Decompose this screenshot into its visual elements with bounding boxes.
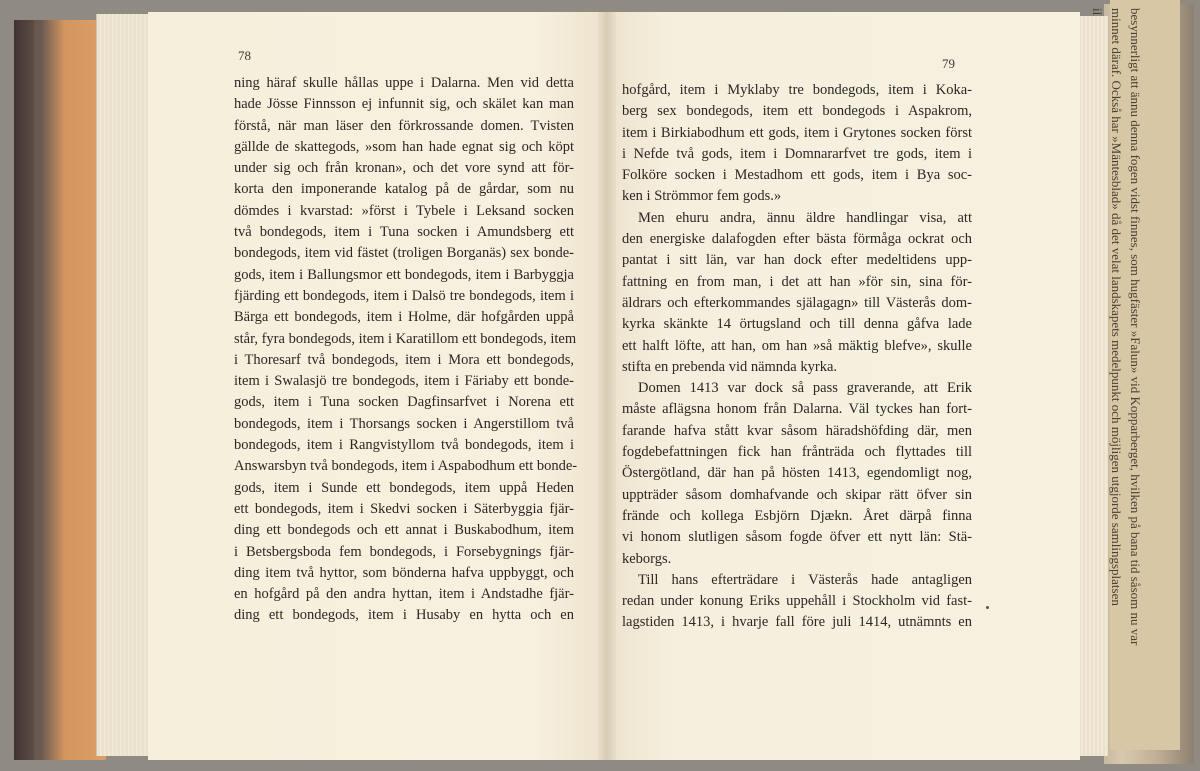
text-line: Bärga ett bondegods, item i Holme, där hofgården uppå — [234, 309, 574, 326]
text-line: Domen 1413 var dock så pass graverande, att Erik — [638, 380, 972, 397]
text-line: ett halft löfte, att han, om han »så mäktig blefve», skulle — [622, 337, 972, 354]
text-line: berg sex bondegods, item ett bondegods i Aspakrom, — [622, 103, 972, 120]
text-line: fjärding ett bondegods, item i Dalsö tre bondegods, item i — [234, 287, 574, 304]
text-line: måste aflägsna honom från Dalarna. Väl tyckes han fort- — [622, 401, 972, 418]
text-line: redan under konung Eriks uppehåll i Stockholm vid fast- — [622, 593, 972, 610]
text-line: bondegods, item vid fästet (troligen Borganäs) sex bonde- — [234, 245, 574, 262]
text-line: står, fyra bondegods, item i Karatillom ett bondegods, item — [234, 330, 577, 347]
page-edges-right — [1078, 16, 1108, 756]
text-line: i Thoresarf två bondegods, item i Mora ett bondegods, — [234, 351, 574, 368]
text-line: Answarsbyn två bondegods, item i Aspabodhum ett bonde- — [234, 458, 578, 475]
text-line: gällde de skattegods, »som han hade egnat sig och köpt — [234, 138, 574, 155]
text-line: fogdebefattningen fick han frånträda och flyttades till — [622, 444, 972, 461]
text-line: farande hafva stått kvar såsom häradshöfding där, men — [622, 422, 972, 439]
text-line: gods, item i Sunde ett bondegods, item uppå Heden — [234, 479, 574, 496]
insert-line: besynnerligt att ännu denna fogen vidst finnes, som hugfäster »Falun» vid Kopparberget, hvilken på bana tid såsom nu var — [1128, 8, 1143, 646]
text-line: item i Birkiabodhum ett gods, item i Grytones socken först — [622, 124, 972, 141]
text-line: fattning en from man, i det att han »för sin, sina för- — [622, 273, 972, 290]
text-line: hade Jösse Finnsson ej infunnit sig, och skälet kan man — [234, 96, 574, 113]
text-line: item i Swalasjö tre bondegods, item i Färiaby ett bonde- — [234, 373, 574, 390]
book-spine-leather — [14, 20, 34, 760]
text-line: ken i Strömmor fem gods.» — [622, 188, 782, 205]
right-page-text — [622, 80, 972, 634]
left-page-text — [234, 73, 578, 627]
text-line: korta den imponerande katalog på de gårdar, som nu — [234, 181, 574, 198]
text-line: kyrka skänkte 14 örtugsland och till denna gåfva lade — [622, 316, 972, 333]
text-line: Men ehuru andra, ännu äldre handlingar visa, att — [638, 209, 972, 226]
text-line: äldrars och efterkommandes själagagn» till Västerås dom- — [622, 294, 972, 311]
text-line: ning häraf skulle hållas uppe i Dalarna. Men vid detta — [234, 75, 574, 91]
text-line: Till hans efterträdare i Västerås hade antagligen — [638, 571, 972, 588]
book-gutter — [598, 12, 616, 760]
text-line: lagstiden 1413, i hvarje fall före juli 1414, utnämnts en — [622, 614, 972, 631]
text-line: ding ett bondegods och ett annat i Buskabodhum, item — [234, 522, 574, 539]
text-line: förstå, när man läser den förkrossande domen. Tvisten — [234, 117, 574, 134]
text-line: dömdes i kvarstad: »först i Tybele i Leksand socken — [234, 202, 574, 219]
text-line: hofgård, item i Myklaby tre bondegods, item i Koka- — [622, 82, 972, 98]
text-line: frände och kollega Esbjörn Djækn. Året därpå finna — [622, 507, 972, 524]
text-line: i Nefde två gods, item i Domnararfvet tre gods, item i — [622, 145, 972, 162]
text-line: ding ett bondegods, item i Husaby en hytta och en — [234, 607, 574, 624]
text-line: en hofgård på den andra hyttan, item i Andstadhe fjär- — [234, 586, 574, 603]
text-line: två bondegods, item i Tuna socken i Amundsberg ett — [234, 224, 574, 241]
text-line: den energiske dalafogden efter bästa förmåga ockrat och — [622, 231, 972, 248]
right-page-number: 79 — [942, 56, 955, 71]
text-line: Folköre socken i Mestadhom ett gods, item i Bya soc- — [622, 167, 972, 184]
page-edges-left — [96, 14, 153, 756]
left-page-number: 78 — [238, 48, 251, 63]
text-line: ett bondegods, item i Skedvi socken i Säterbyggia fjär- — [234, 500, 574, 517]
text-line: keborgs. — [622, 550, 672, 567]
text-line: under sig och från kronan», och det vore synd att för- — [234, 160, 574, 177]
text-line: gods, item i Ballungsmor ett bondegods, item i Barbyggja — [234, 266, 574, 283]
text-line: gods, item i Tuna socken Dagfinsarfvet i Norena ett — [234, 394, 574, 411]
text-line: vi honom slutligen såsom fogde öfver ett nytt län: Stä- — [622, 529, 972, 546]
text-line: Östergötland, där han på hösten 1413, egendomligt nog, — [622, 465, 972, 482]
text-line: pantat i sitt län, var han dock efter medeltidens upp- — [622, 252, 972, 269]
ink-speck — [986, 606, 989, 609]
text-line: stifta en prebenda vid nämnda kyrka. — [622, 358, 838, 375]
insert-line: minnet däraf. Också har »Mäntesblad» då det velat landskapets medelpunkt och möjligen utgjorde samlingsplatsen — [1109, 8, 1124, 606]
text-line: bondegods, item i Rangvistyllom två bondegods, item i — [234, 437, 574, 454]
text-line: ding item två hyttor, som bönderna hafva uppbyggt, och — [234, 564, 574, 581]
text-line: i Betsbergsboda fem bondegods, i Forsebygnings fjär- — [234, 543, 574, 560]
text-line: bondegods, item i Thorsangs socken i Angerstillom två — [234, 415, 574, 432]
text-line: uppträder såsom domhafvande och skipar rätt öfver sin — [622, 486, 972, 503]
